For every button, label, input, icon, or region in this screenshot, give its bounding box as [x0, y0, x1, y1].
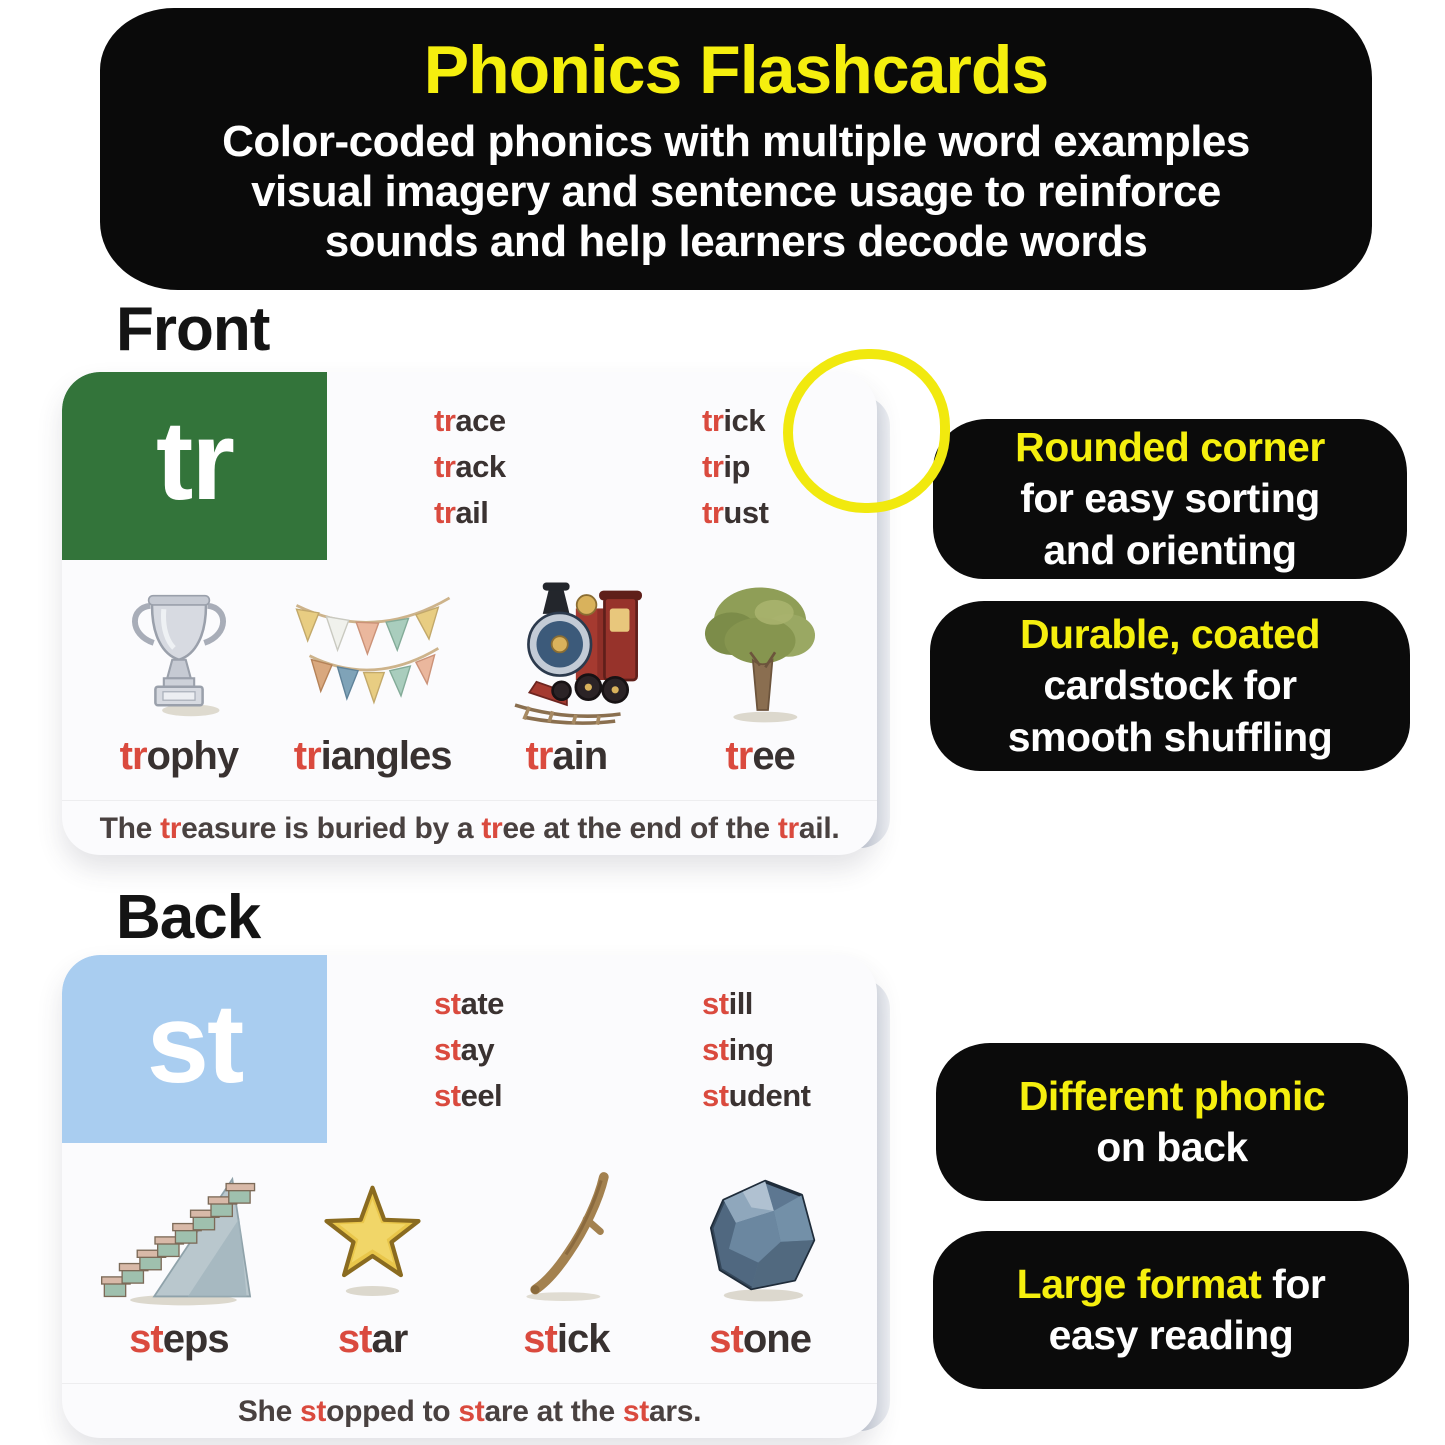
word-item: state	[434, 986, 504, 1021]
badge-line: for easy sorting	[1020, 475, 1320, 522]
picture-label: train	[525, 734, 608, 778]
word-item: trace	[434, 403, 506, 438]
stone-illustration	[663, 1151, 857, 1311]
stick-illustration	[470, 1151, 664, 1311]
steps-illustration	[82, 1151, 276, 1311]
phonic-letters-front: tr	[156, 398, 233, 523]
word-column-2	[702, 981, 810, 1119]
badge-line: Rounded corner	[1015, 424, 1325, 471]
word-column-1	[434, 398, 506, 536]
word-item: still	[702, 986, 753, 1021]
feature-badge-durable-cardstock	[930, 601, 1410, 771]
banner-subtitle-line: sounds and help learners decode words	[324, 217, 1148, 267]
divider	[62, 800, 877, 801]
picture-labels-row	[82, 1317, 857, 1362]
example-sentence-back: She stopped to stare at the stars.	[237, 1395, 702, 1428]
page-title: Phonics Flashcards	[423, 31, 1049, 108]
word-column-2	[702, 398, 768, 536]
corner-highlight-circle	[783, 349, 950, 513]
flashcard-front	[62, 372, 877, 855]
banner-subtitle-line: visual imagery and sentence usage to reinforce	[251, 166, 1221, 216]
header-banner	[100, 8, 1372, 290]
badge-line: on back	[1096, 1124, 1248, 1170]
feature-badge-different-phonic	[936, 1043, 1408, 1201]
divider	[62, 1383, 877, 1384]
picture-label: steps	[129, 1317, 229, 1361]
tree-illustration	[663, 568, 857, 728]
word-item: trail	[434, 495, 489, 530]
front-section-label: Front	[116, 295, 270, 364]
badge-line: Different phonic	[1018, 1072, 1326, 1119]
picture-label: trophy	[119, 734, 239, 778]
word-item: steel	[434, 1078, 503, 1113]
badge-line: and orienting	[1043, 526, 1297, 573]
word-item: student	[702, 1078, 811, 1113]
word-item: sting	[702, 1032, 774, 1067]
flashcard-back	[62, 955, 877, 1438]
word-item: track	[434, 449, 506, 484]
pictures-row	[82, 1151, 857, 1311]
word-item: stay	[434, 1032, 495, 1067]
star-illustration	[276, 1151, 470, 1311]
picture-labels-row	[82, 734, 857, 779]
feature-badge-rounded-corner	[933, 419, 1407, 579]
picture-label: stick	[523, 1317, 610, 1361]
trophy-illustration	[82, 568, 276, 728]
example-sentence-front: The treasure is buried by a tree at the end of the trail.	[99, 812, 840, 845]
word-item: trip	[702, 449, 750, 484]
triangles-illustration	[276, 568, 470, 728]
picture-label: stone	[709, 1317, 811, 1361]
badge-line: Durable, coated	[1019, 611, 1321, 658]
back-section-label: Back	[116, 883, 261, 952]
word-item: trust	[702, 495, 769, 530]
word-column-1	[434, 981, 504, 1119]
phonic-block-front	[62, 372, 327, 560]
word-item: trick	[702, 403, 765, 438]
picture-label: star	[337, 1317, 408, 1361]
badge-line: easy reading	[1048, 1312, 1294, 1358]
picture-label: triangles	[293, 734, 452, 778]
badge-line: cardstock for	[1043, 662, 1297, 709]
feature-badge-large-format	[933, 1231, 1409, 1389]
pictures-row	[82, 568, 857, 728]
phonic-block-back	[62, 955, 327, 1143]
badge-line: smooth shuffling	[1007, 713, 1333, 760]
banner-subtitle-line: Color-coded phonics with multiple word examples	[222, 116, 1250, 166]
train-illustration	[470, 568, 664, 728]
picture-label: tree	[725, 734, 795, 778]
badge-line: Large format for	[1016, 1260, 1326, 1307]
phonic-letters-back: st	[146, 981, 243, 1106]
